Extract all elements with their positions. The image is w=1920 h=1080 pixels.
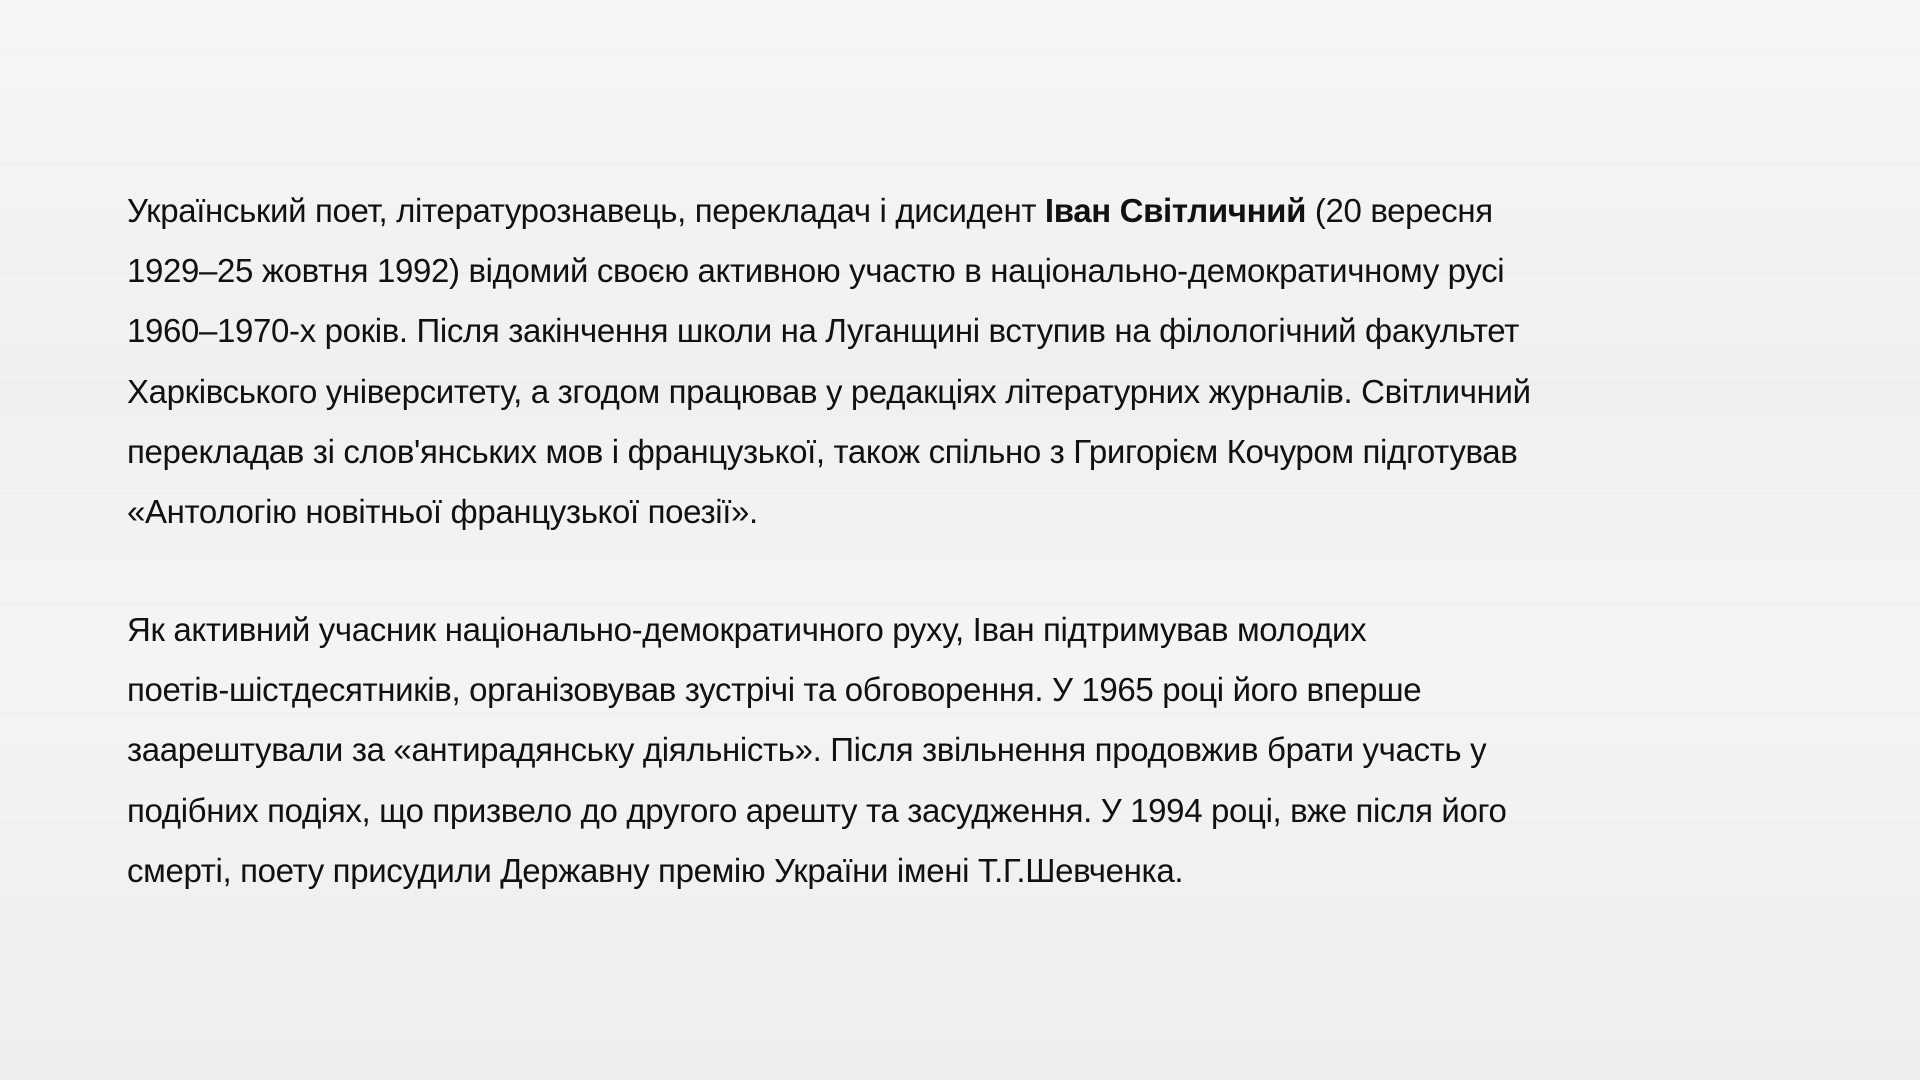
line: заарештували за «антирадянську діяльність». Після звільнення продовжив брати участь у [127, 731, 1487, 769]
poet-name: Іван Світличний [1044, 192, 1307, 229]
line: 1960–1970-х років. Після закінчення школи на Луганщині вступив на філологічний факультет [127, 312, 1519, 350]
line: (20 вересня [1306, 192, 1493, 229]
line: Український поет, літературознавець, перекладач і дисидент [127, 192, 1045, 229]
line: подібних подіях, що призвело до другого арешту та засудження. У 1994 році, вже після його [127, 791, 1507, 829]
biography-paragraph-1 [127, 181, 1807, 542]
biography-paragraph-2 [127, 600, 1807, 901]
line: Харківського університету, а згодом працював у редакціях літературних журналів. Світличний [127, 372, 1531, 410]
line: 1929–25 жовтня 1992) відомий своєю активною участю в національно-демократичному русі [127, 252, 1505, 290]
line: смерті, поету присудили Державну премію України імені Т.Г.Шевченка. [127, 851, 1184, 889]
line: Як активний учасник національно-демократичного руху, Іван підтримував молодих [127, 611, 1367, 648]
line: перекладав зі слов'янських мов і французької, також спільно з Григорієм Кочуром підготував [127, 432, 1518, 470]
line: «Антологію новітньої французької поезії». [127, 493, 758, 531]
line: поетів-шістдесятників, організовував зустрічі та обговорення. У 1965 році його вперше [127, 671, 1422, 709]
